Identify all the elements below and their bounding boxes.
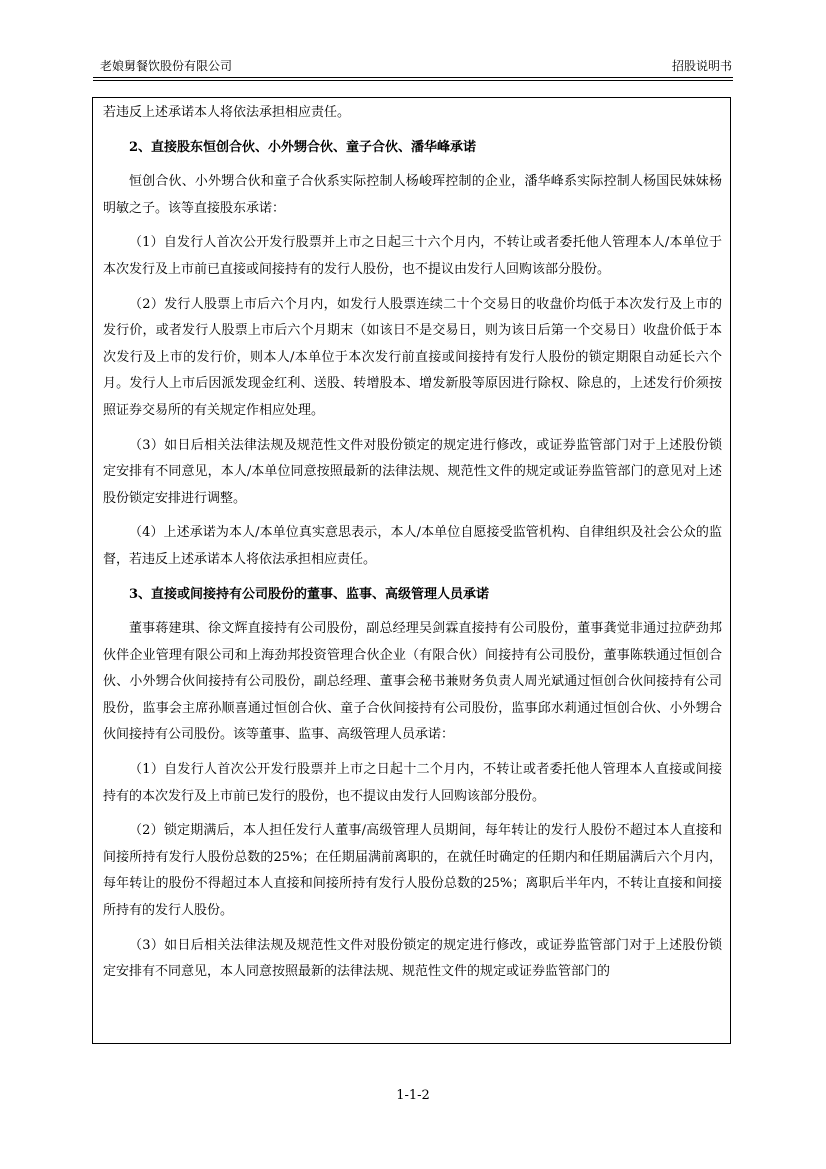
paragraph-3-intro: 董事蒋建琪、徐文辉直接持有公司股份，副总经理吴剑霖直接持有公司股份，董事龚觉非通过拉萨劲邦伙伴企业管理有限公司和上海劲邦投资管理合伙企业（有限合伙）间接持有公司股份，董事陈轶通过恒创合伙、小外甥合伙间接持有公司股份，副总经理、董事会秘书兼财务负责人周光斌通过恒创合伙间接持有公司股份，监事会主席孙顺喜通过恒创合伙、童子合伙间接持有公司股份，监事邱水莉通过恒创合伙、小外甥合伙间接持有公司股份。该等董事、监事、高级管理人员承诺： xyxy=(103,621,722,743)
content-frame xyxy=(92,97,731,1044)
paragraph-3-item-1: （1）自发行人首次公开发行股票并上市之日起十二个月内，不转让或者委托他人管理本人直接或间接持有的本次发行及上市前已发行的股份，也不提议由发行人回购该部分股份。 xyxy=(103,762,722,804)
paragraph-2-intro: 恒创合伙、小外甥合伙和童子合伙系实际控制人杨峻珲控制的企业，潘华峰系实际控制人杨国民妹妹杨明敏之子。该等直接股东承诺： xyxy=(103,174,722,216)
paragraph-2-item-2: （2）发行人股票上市后六个月内，如发行人股票连续二十个交易日的收盘价均低于本次发行及上市的发行价，或者发行人股票上市后六个月期末（如该日不是交易日，则为该日后第一个交易日）收盘价低于本次发行及上市的发行价，则本人/本单位于本次发行前直接或间接持有发行人股份的锁定期限自动延长六个月。发行人上市后因派发现金红利、送股、转增股本、增发新股等原因进行除权、除息的，上述发行价须按照证券交易所的有关规定作相应处理。 xyxy=(103,296,722,418)
paragraph-2-item-1: （1）自发行人首次公开发行股票并上市之日起三十六个月内，不转让或者委托他人管理本人/本单位于本次发行及上市前已直接或间接持有的发行人股份，也不提议由发行人回购该部分股份。 xyxy=(103,235,722,277)
section-heading-3: 3、直接或间接持有公司股份的董事、监事、高级管理人员承诺 xyxy=(129,586,490,602)
document-body xyxy=(103,100,722,986)
header-rule xyxy=(93,77,733,78)
header-company-name: 老娘舅餐饮股份有限公司 xyxy=(100,59,233,73)
paragraph-3-item-3: （3）如日后相关法律法规及规范性文件对股份锁定的规定进行修改，或证券监管部门对于上述股份锁定安排有不同意见，本人同意按照最新的法律法规、规范性文件的规定或证券监管部门的 xyxy=(103,937,722,980)
header-rule-thin xyxy=(93,80,733,81)
paragraph-3-item-2: （2）锁定期满后，本人担任发行人董事/高级管理人员期间，每年转让的发行人股份不超过本人直接和间接所持有发行人股份总数的25%；在任期届满前离职的，在就任时确定的任期内和任期届满后六个月内，每年转让的股份不得超过本人直接和间接所持有发行人股份总数的25%；离职后半年内，不转让直接和间接所持有的发行人股份。 xyxy=(103,823,722,919)
paragraph-2-item-4: （4）上述承诺为本人/本单位真实意思表示，本人/本单位自愿接受监管机构、自律组织及社会公众的监督，若违反上述承诺本人将依法承担相应责任。 xyxy=(103,525,722,567)
paragraph-2-item-3: （3）如日后相关法律法规及规范性文件对股份锁定的规定进行修改，或证券监管部门对于上述股份锁定安排有不同意见，本人/本单位同意按照最新的法律法规、规范性文件的规定或证券监管部门的意见对上述股份锁定安排进行调整。 xyxy=(103,437,722,506)
page-number: 1-1-2 xyxy=(396,1088,430,1103)
paragraph-continuation: 若违反上述承诺本人将依法承担相应责任。 xyxy=(103,105,351,120)
header-document-type: 招股说明书 xyxy=(671,59,732,73)
section-heading-2: 2、直接股东恒创合伙、小外甥合伙、童子合伙、潘华峰承诺 xyxy=(129,139,477,155)
